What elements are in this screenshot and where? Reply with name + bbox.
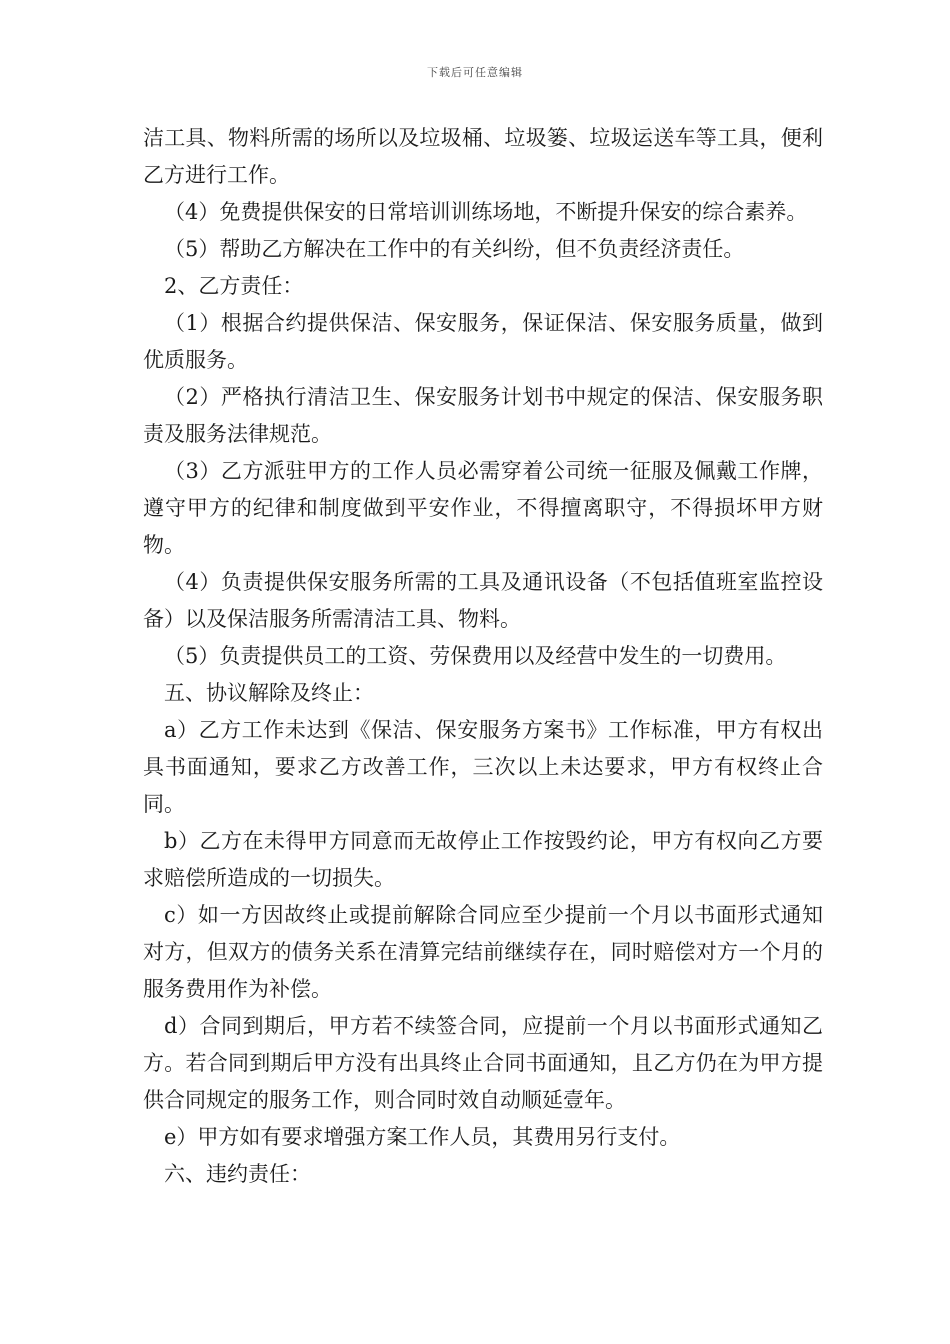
paragraph-continuation: 洁工具、物料所需的场所以及垃圾桶、垃圾篓、垃圾运送车等工具，便利乙方进行工作。: [143, 126, 823, 187]
paragraph-b-item-3: （3）乙方派驻甲方的工作人员必需穿着公司统一征服及佩戴工作牌，遵守甲方的纪律和制度做到平安作业，不得擅离职守，不得损坏甲方财物。: [143, 459, 823, 557]
paragraph-termination-e: e）甲方如有要求增强方案工作人员，其费用另行支付。: [164, 1125, 681, 1149]
paragraph-termination-d: d）合同到期后，甲方若不续签合同，应提前一个月以书面形式通知乙方。若合同到期后甲方没有出具终止合同书面通知，且乙方仍在为甲方提供合同规定的服务工作，则合同时效自动顺延壹年。: [143, 1014, 823, 1112]
paragraph-b-item-1: （1）根据合约提供保洁、保安服务，保证保洁、保安服务质量，做到优质服务。: [143, 311, 823, 372]
paragraph-b-item-2: （2）严格执行清洁卫生、保安服务计划书中规定的保洁、保安服务职责及服务法律规范。: [143, 385, 823, 446]
page-header: 下载后可任意编辑: [427, 66, 523, 79]
section-heading-liability: 六、违约责任：: [164, 1162, 311, 1186]
paragraph-b-item-5: （5）负责提供员工的工资、劳保费用以及经营中发生的一切费用。: [164, 644, 787, 668]
paragraph-termination-b: b）乙方在未得甲方同意而无故停止工作按毁约论，甲方有权向乙方要求赔偿所造成的一切损失。: [143, 829, 823, 890]
paragraph-termination-c: c）如一方因故终止或提前解除合同应至少提前一个月以书面形式通知对方，但双方的债务关系在清算完结前继续存在，同时赔偿对方一个月的服务费用作为补偿。: [143, 903, 823, 1001]
paragraph-item-5-disputes: （5）帮助乙方解决在工作中的有关纠纷，但不负责经济责任。: [164, 237, 745, 261]
paragraph-termination-a: a）乙方工作未达到《保洁、保安服务方案书》工作标准，甲方有权出具书面通知，要求乙方改善工作，三次以上未达要求，甲方有权终止合同。: [143, 718, 823, 816]
section-heading-party-b: 2、乙方责任：: [164, 274, 304, 298]
paragraph-item-4-training: （4）免费提供保安的日常培训训练场地，不断提升保安的综合素养。: [164, 200, 808, 224]
paragraph-b-item-4: （4）负责提供保安服务所需的工具及通讯设备（不包括值班室监控设备）以及保洁服务所需清洁工具、物料。: [143, 570, 823, 631]
section-heading-termination: 五、协议解除及终止：: [164, 681, 374, 705]
document-body: [143, 120, 823, 1193]
